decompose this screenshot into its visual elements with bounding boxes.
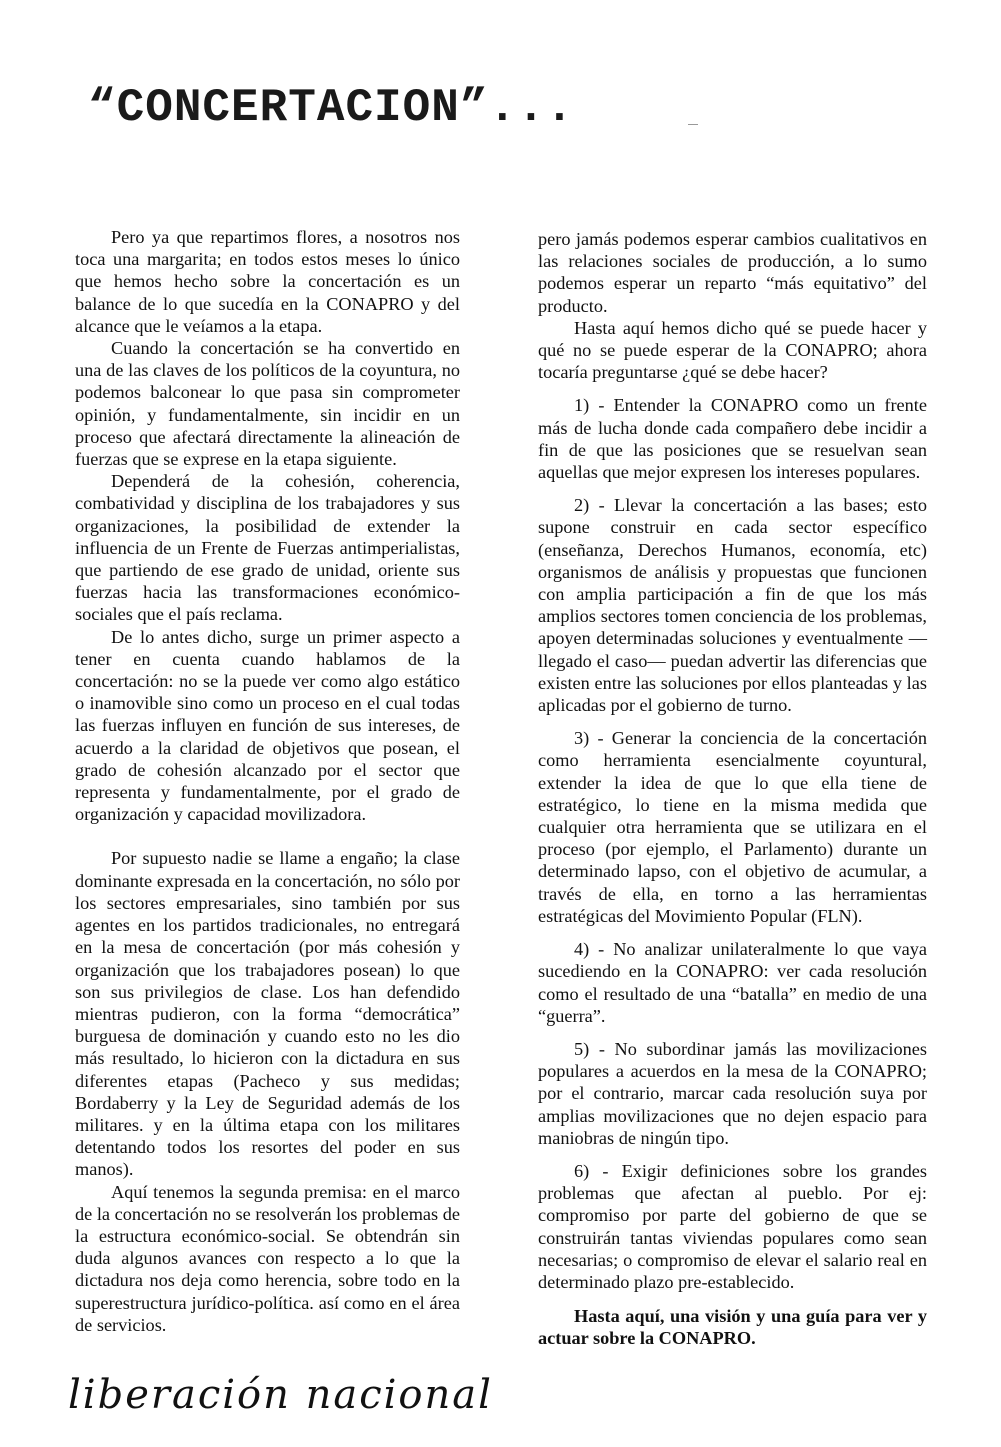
left-paragraph-4: De lo antes dicho, surge un primer aspecto a tener en cuenta cuando hablamos de la concertación: no se la puede ver como algo estático o inamovible sino como un proceso en el cual todas las fuerzas influyen en función de sus intereses, de acuerdo a la claridad de objetivos que posean, el grado de cohesión alcanzado por el sector que representa y fundamentalmente, por el grado de organización y capacidad movilizadora. (75, 626, 460, 825)
left-paragraph-3: Dependerá de la cohesión, coherencia, combatividad y disciplina de los trabajadores y sus organizaciones, la posibilidad de extender la influencia de un Frente de Fuerzas antimperialistas, que partiendo de ese grado de unidad, oriente sus fuerzas hacia las transformaciones económico-sociales que el país reclama. (75, 471, 460, 625)
left-paragraph-1: Pero ya que repartimos flores, a nosotros nos toca una margarita; en todos estos meses lo único que hemos hecho sobre la concertación es un balance de lo que sucedía en la CONAPRO y del alcance que le veíamos a la etapa. (75, 227, 460, 336)
stray-mark (688, 124, 698, 125)
list-item-2: 2) - Llevar la concertación a las bases; esto supone construir en cada sector específico (enseñanza, Derechos Humanos, economía, etc) organismos de análisis y propuestas que funcionen con amplia participación a fin de que los más amplios sectores tomen conciencia de los problemas, apoyen determinadas soluciones y eventualmente —llegado el caso— puedan advertir las diferencias que existen entre las soluciones por ellos planteadas y las aplicadas por el gobierno de turno. (538, 495, 927, 716)
closing-paragraph: Hasta aquí, una visión y una guía para ver y actuar sobre la CONAPRO. (538, 1306, 927, 1349)
left-paragraph-5: Por supuesto nadie se llame a engaño; la clase dominante expresada en la concertación, no sólo por los sectores empresariales, sino también por sus agentes en los partidos tradicionales, no entregará en la mesa de concertación (por más cohesión y organización que los trabajadores posean) lo que son sus privilegios de clase. Los han defendido mientras pudieron, con la forma “democrática” burguesa de dominación y cuando esto no les dio más resultado, lo hicieron con la dictadura en sus diferentes etapas (Pacheco y sus medidas; Bordaberry y la Ley de Seguridad además de los militares. y en la última etapa con los militares detentando todos los resortes del poder en sus manos). (75, 848, 460, 1180)
left-paragraph-6: Aquí tenemos la segunda premisa: en el marco de la concertación no se resolverán los problemas de la estructura económico-social. Se obtendrán sin duda algunos avances con respecto a lo que la dictadura nos deja como herencia, sobre todo en la superestructura jurídico-política. así como en el área de servicios. (75, 1181, 460, 1335)
right-paragraph-2: Hasta aquí hemos dicho qué se puede hacer y qué no se puede esperar de la CONAPRO; ahora tocaría preguntarse ¿qué se debe hacer? (538, 317, 927, 383)
list-item-1: 1) - Entender la CONAPRO como un frente más de lucha donde cada compañero debe incidir a fin de que las posiciones que se resuelvan sean aquellas que mejor expresen los intereses populares. (538, 395, 927, 483)
list-item-4: 4) - No analizar unilateralmente lo que vaya sucediendo en la CONAPRO: ver cada resolución como el resultado de una “batalla” en medio de una “guerra”. (538, 939, 927, 1026)
right-column (538, 228, 927, 1350)
list-item-5: 5) - No subordinar jamás las movilizaciones populares a acuerdos en la mesa de la CONAPRO; por el contrario, marcar cada resolución suya por amplias movilizaciones que no dejen espacio para maniobras de ningún tipo. (538, 1038, 927, 1148)
left-column (75, 226, 460, 1336)
list-item-3: 3) - Generar la conciencia de la concertación como herramienta esencialmente coyuntural, extender la idea de que lo que ella tiene de estratégico, lo tiene en la misma medida que cualquier otra herramienta que se utilizara en el proceso (por ejemplo, el Parlamento) durante un determinado lapso, con el objetivo de acumular, a través de ella, en torno a las herramientas estratégicas del Movimiento Popular (FLN). (538, 728, 927, 926)
list-item-6: 6) - Exigir definiciones sobre los grandes problemas que afectan al pueblo. Por ej: compromiso por parte del gobierno de que se construirán tantas viviendas populares como sean necesarias; o compromiso de elevar el salario real en determinado plazo pre-establecido. (538, 1160, 927, 1292)
right-paragraph-1: pero jamás podemos esperar cambios cualitativos en las relaciones sociales de producción, a lo sumo podemos esperar un reparto “más equitativo” del producto. (538, 229, 927, 316)
left-paragraph-2: Cuando la concertación se ha convertido en una de las claves de los políticos de la coyuntura, no podemos balconear lo que pasa sin comprometer opinión, y fundamentalmente, sin incidir en un proceso que afectará directamente la alineación de fuerzas que se exprese en la etapa siguiente. (75, 338, 460, 470)
handwritten-signature: liberación nacional (68, 1372, 493, 1418)
article-title: “CONCERTACION”... (88, 82, 575, 134)
